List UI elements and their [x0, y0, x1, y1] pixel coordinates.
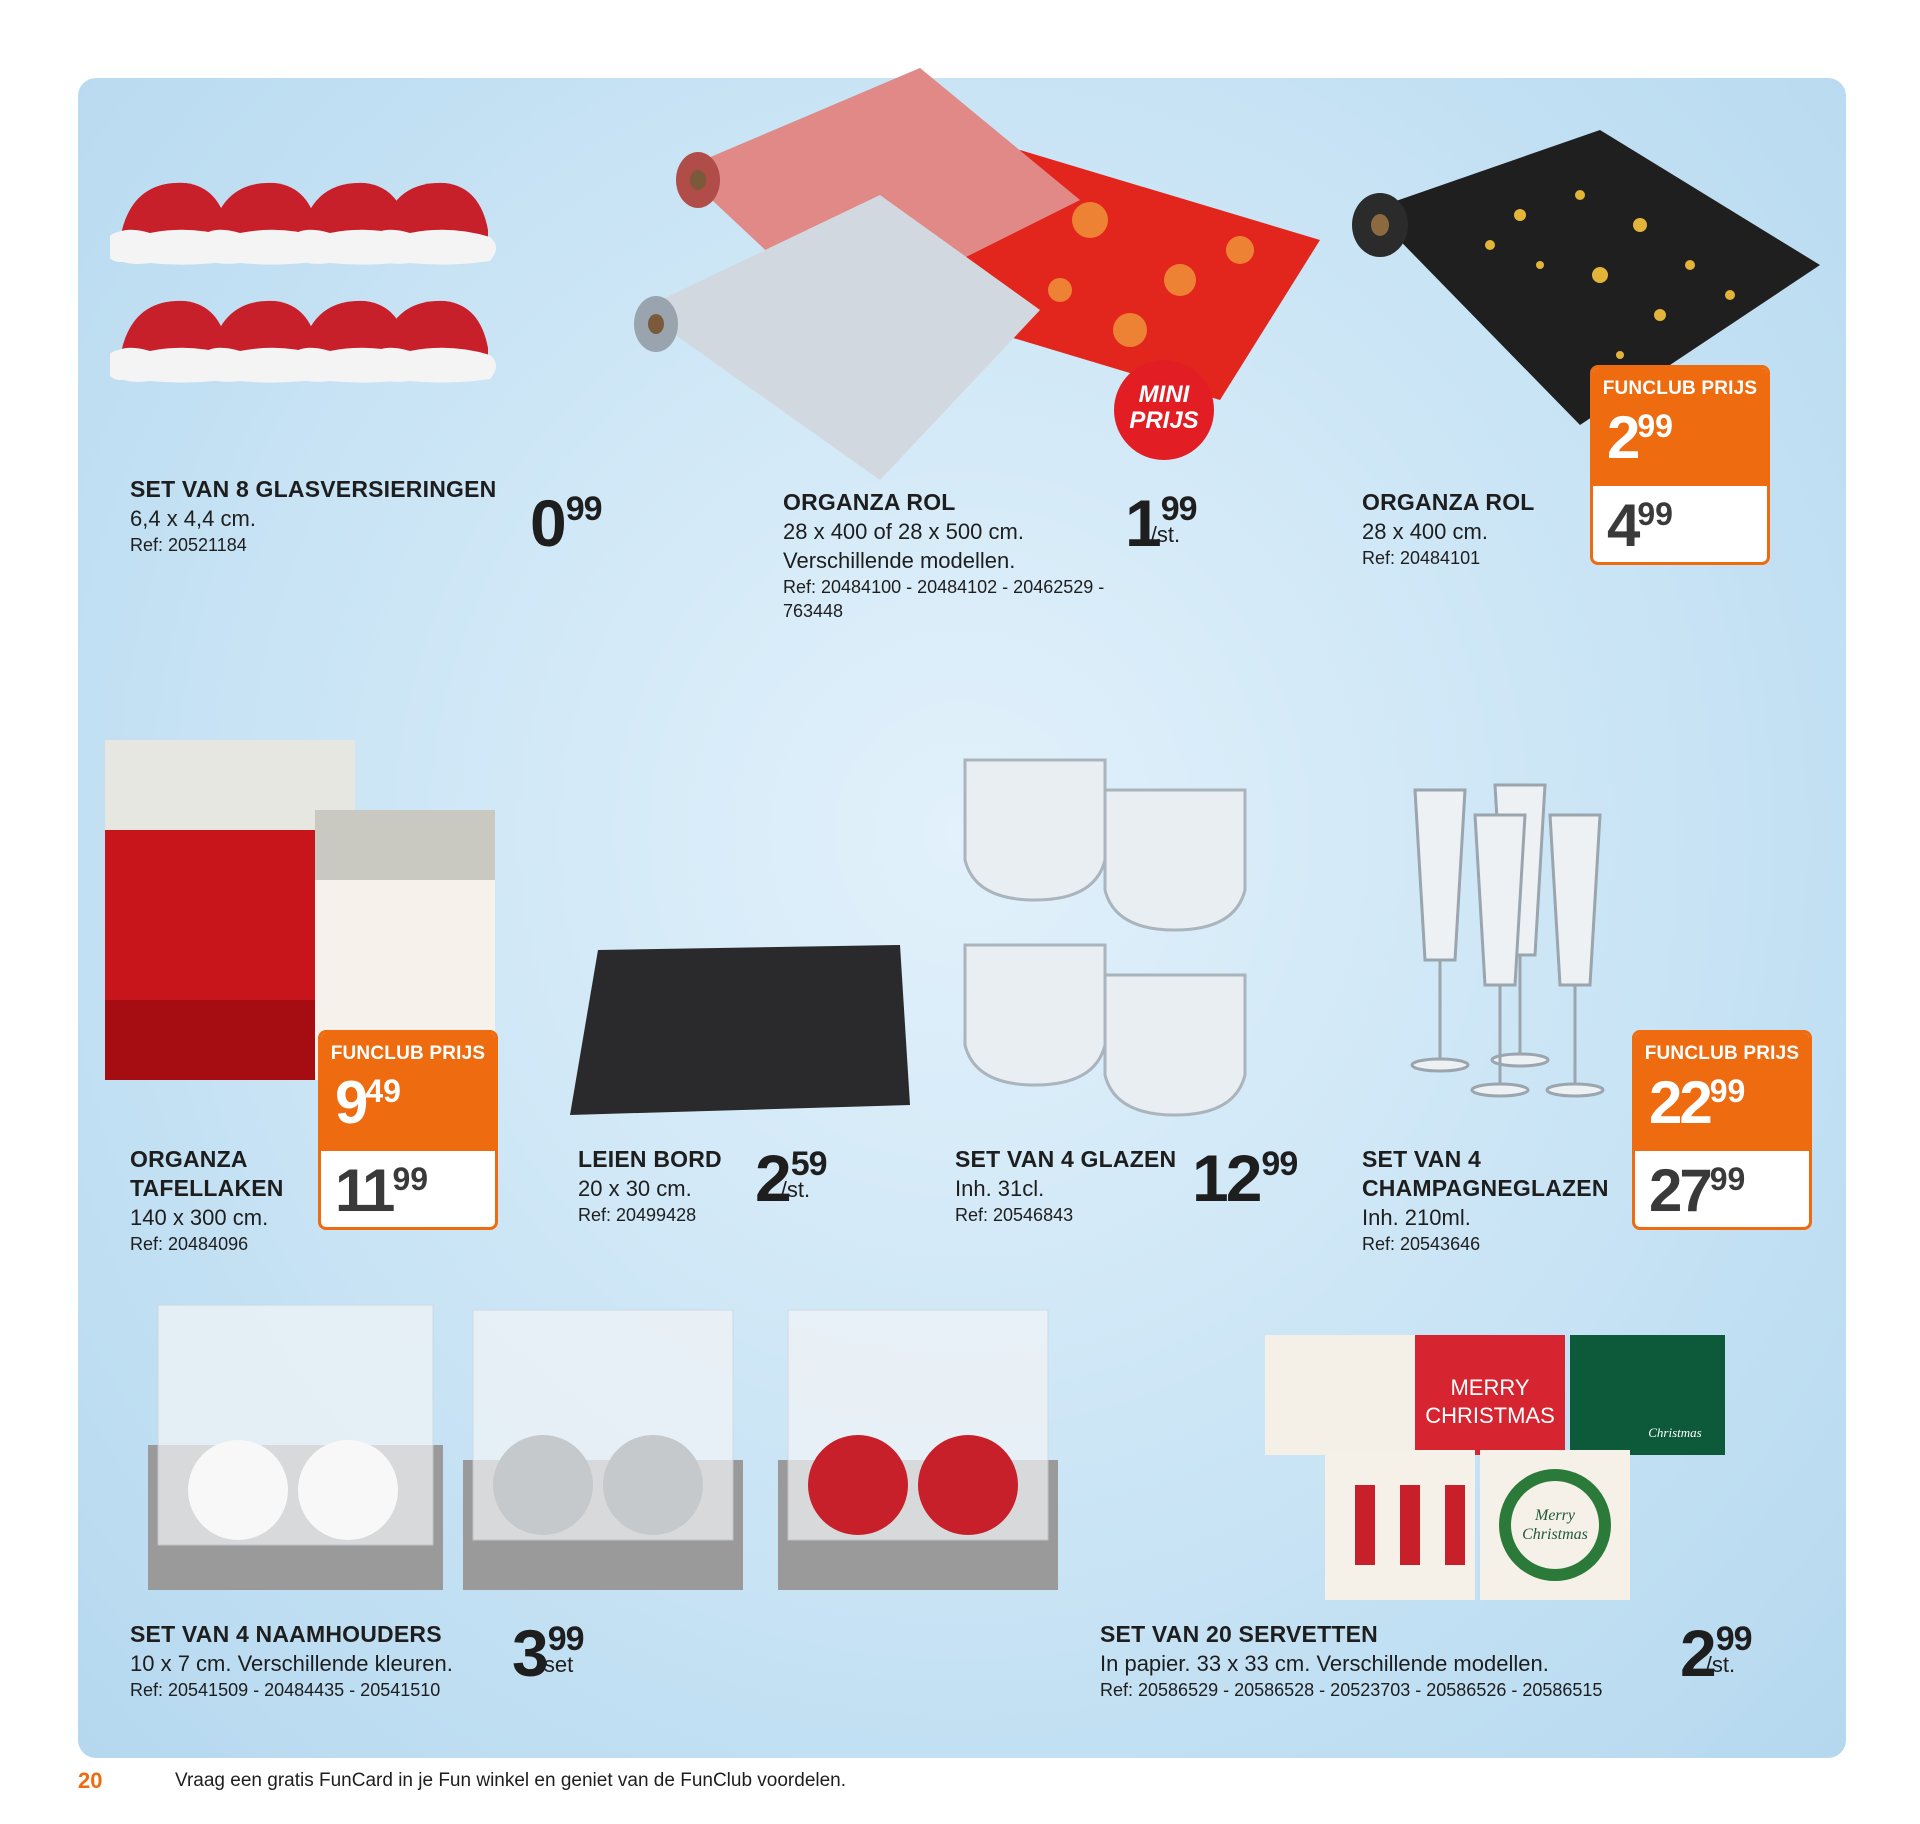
- organza-rolls-image: [620, 60, 1340, 480]
- napkin-text-christmas: CHRISTMAS: [1425, 1403, 1555, 1428]
- page-number: 20: [78, 1768, 103, 1793]
- product-slate: [578, 1145, 722, 1227]
- product-ref: Ref: 20521184: [130, 535, 247, 555]
- price-nameholders: [512, 1616, 584, 1690]
- price-slate: [755, 1141, 827, 1215]
- badge-line-2: PRIJS: [1129, 407, 1199, 434]
- regular-price-cents: 99: [1709, 1161, 1746, 1197]
- product-title: SET VAN 20 SERVETTEN: [1100, 1621, 1378, 1647]
- regular-price-int: 4: [1607, 492, 1638, 559]
- funclub-label: FUNCLUB PRIJS: [1602, 378, 1758, 399]
- product-title: SET VAN 4 NAAMHOUDERS: [130, 1621, 442, 1647]
- product-hats: [130, 475, 496, 557]
- funclub-price-cents: 49: [365, 1073, 401, 1109]
- product-ref-1: Ref: 20484100 - 20484102 - 20462529 -: [783, 577, 1105, 597]
- price-hats: [530, 486, 602, 560]
- product-desc-1: 28 x 400 of 28 x 500 cm.: [783, 519, 1024, 544]
- napkin-wreath-text-2: Christmas: [1522, 1526, 1588, 1543]
- product-title: SET VAN 8 GLASVERSIERINGEN: [130, 476, 497, 502]
- product-title-2: TAFELLAKEN: [130, 1175, 284, 1201]
- glasses-image: [955, 750, 1255, 1130]
- product-title: ORGANZA ROL: [783, 489, 956, 515]
- product-ref-2: 763448: [783, 601, 844, 621]
- price-napkins: [1680, 1616, 1752, 1690]
- funclub-label: FUNCLUB PRIJS: [330, 1043, 486, 1064]
- funclub-price-int: 2: [1607, 404, 1638, 471]
- regular-price-cents: 99: [392, 1161, 429, 1197]
- product-title: SET VAN 4 GLAZEN: [955, 1146, 1177, 1172]
- product-desc: Inh. 210ml.: [1362, 1205, 1471, 1230]
- product-desc: 140 x 300 cm.: [130, 1205, 269, 1230]
- funclub-price-cents: 99: [1637, 408, 1673, 444]
- product-desc: Inh. 31cl.: [955, 1176, 1045, 1201]
- napkins-image: [1265, 1335, 1725, 1605]
- product-desc: 28 x 400 cm.: [1362, 519, 1488, 544]
- regular-price-int: 11: [335, 1157, 393, 1224]
- product-ref: Ref: 20586529 - 20586528 - 20523703 - 20586526 - 20586515: [1100, 1680, 1603, 1700]
- badge-line-1: MINI: [1138, 381, 1190, 408]
- price-int: 0: [530, 486, 564, 560]
- price-unit: /set: [537, 1652, 574, 1677]
- product-desc: 6,4 x 4,4 cm.: [130, 506, 256, 531]
- funclub-price-int: 22: [1649, 1069, 1710, 1136]
- product-napkins: [1100, 1620, 1602, 1702]
- product-title-2: CHAMPAGNEGLAZEN: [1362, 1175, 1609, 1201]
- price-int: 1: [1125, 486, 1159, 560]
- napkin-deer-text: Christmas: [1648, 1425, 1702, 1440]
- product-ref: Ref: 20499428: [578, 1205, 697, 1225]
- price-unit: /st.: [1705, 1652, 1736, 1677]
- price-organza-roll-a: [1125, 486, 1197, 560]
- product-desc: In papier. 33 x 33 cm. Verschillende modellen.: [1100, 1651, 1549, 1676]
- product-ref: Ref: 20543646: [1362, 1234, 1481, 1254]
- product-ref: Ref: 20484096: [130, 1234, 249, 1254]
- product-title-1: ORGANZA: [130, 1146, 248, 1172]
- funclub-price-int: 9: [335, 1069, 366, 1136]
- champagne-glasses-image: [1395, 780, 1635, 1120]
- funclub-price-box-tablecloth: [318, 1030, 498, 1230]
- price-cents: 99: [547, 1620, 584, 1658]
- product-nameholders: [130, 1620, 453, 1702]
- product-ref: Ref: 20541509 - 20484435 - 20541510: [130, 1680, 441, 1700]
- regular-price-cents: 99: [1637, 496, 1673, 532]
- footer-text: Vraag een gratis FunCard in je Fun winkel en geniet van de FunClub voordelen.: [175, 1770, 847, 1791]
- regular-price-int: 27: [1649, 1157, 1710, 1224]
- price-cents: 59: [790, 1145, 827, 1183]
- funclub-price-box-champagne: [1632, 1030, 1812, 1230]
- product-organza-roll-b: [1362, 488, 1535, 570]
- napkin-wreath-text-1: Merry: [1535, 1507, 1575, 1524]
- slate-board-image: [570, 945, 910, 1115]
- mini-price-badge: [1114, 360, 1214, 460]
- napkin-text-merry: MERRY: [1450, 1375, 1530, 1400]
- price-cents: 99: [1715, 1620, 1752, 1658]
- price-cents: 99: [565, 490, 602, 528]
- price-glasses: [1192, 1141, 1298, 1215]
- product-desc: 20 x 30 cm.: [578, 1176, 692, 1201]
- product-title: LEIEN BORD: [578, 1146, 722, 1172]
- funclub-price-cents: 99: [1709, 1073, 1746, 1109]
- funclub-label: FUNCLUB PRIJS: [1644, 1043, 1800, 1064]
- product-champagne: [1362, 1145, 1609, 1256]
- price-int: 2: [755, 1141, 789, 1215]
- price-int: 2: [1680, 1616, 1714, 1690]
- nameholders-image: [148, 1295, 1068, 1595]
- product-desc-2: Verschillende modellen.: [783, 548, 1016, 573]
- funclub-price-box-organza-roll-b: [1590, 365, 1770, 565]
- product-tablecloth: [130, 1145, 284, 1256]
- price-unit: /st.: [780, 1177, 811, 1202]
- product-ref: Ref: 20484101: [1362, 548, 1481, 568]
- price-int: 3: [512, 1616, 546, 1690]
- product-organza-roll-a: [783, 488, 1104, 623]
- price-unit: /st.: [1150, 522, 1181, 547]
- product-glasses: [955, 1145, 1176, 1227]
- price-cents: 99: [1261, 1145, 1298, 1183]
- santa-hats-image: [110, 175, 570, 415]
- product-desc: 10 x 7 cm. Verschillende kleuren.: [130, 1651, 453, 1676]
- product-title-1: SET VAN 4: [1362, 1146, 1481, 1172]
- price-cents: 99: [1160, 490, 1197, 528]
- product-title: ORGANZA ROL: [1362, 489, 1535, 515]
- product-ref: Ref: 20546843: [955, 1205, 1074, 1225]
- price-int: 12: [1192, 1141, 1260, 1215]
